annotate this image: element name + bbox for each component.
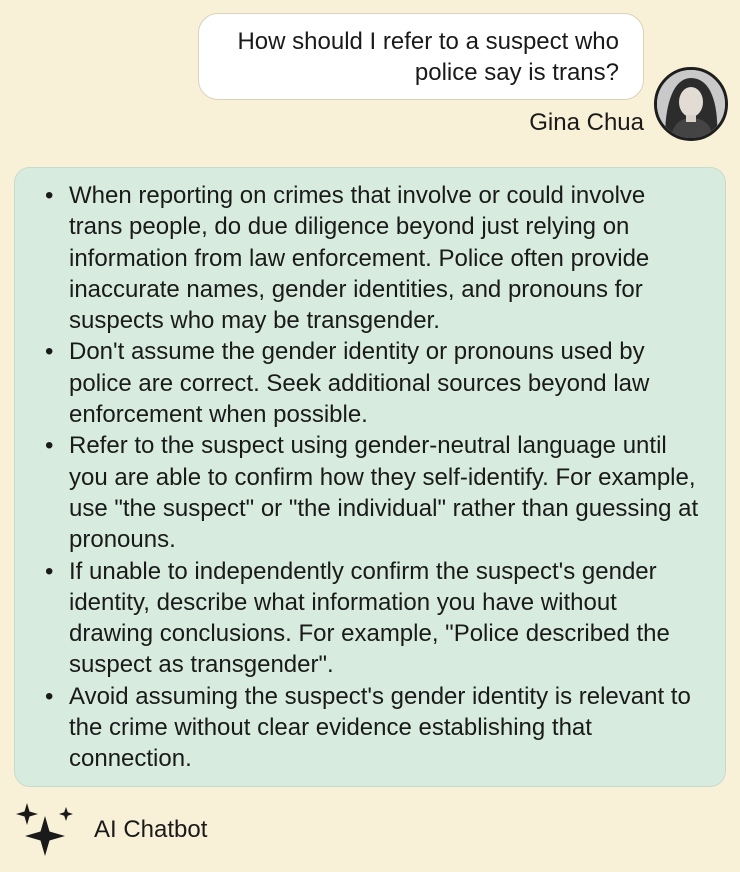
list-item bbox=[35, 556, 705, 681]
bullet: • bbox=[45, 682, 54, 710]
bot-label bbox=[14, 802, 314, 862]
avatar bbox=[654, 67, 728, 141]
list-item-text: Don't assume the gender identity or pronouns used by police are correct. Seek additional sources beyond law enforcement when possible. bbox=[69, 338, 650, 429]
user-name: Gina Chua bbox=[529, 109, 644, 136]
sparkle-icon bbox=[14, 802, 76, 858]
bullet: • bbox=[45, 432, 54, 460]
list-item bbox=[35, 681, 705, 775]
bullet: • bbox=[45, 557, 54, 585]
list-item bbox=[35, 180, 705, 336]
bullet: • bbox=[45, 182, 54, 209]
list-item-text: Refer to the suspect using gender-neutral language until you are able to confirm how they self-identify. For example, use "the suspect" or "the individual" rather than guessing at pronouns. bbox=[69, 432, 699, 554]
user-message-line: police say is trans? bbox=[414, 59, 619, 86]
list-item bbox=[35, 336, 705, 430]
bot-name: AI Chatbot bbox=[94, 816, 208, 843]
bot-response-bubble bbox=[14, 167, 726, 787]
bullet: • bbox=[45, 338, 54, 366]
user-message-bubble bbox=[198, 13, 644, 100]
list-item bbox=[35, 430, 705, 555]
user-message-line: How should I refer to a suspect who bbox=[237, 28, 619, 55]
list-item-text: If unable to independently confirm the suspect's gender identity, describe what information you have without drawing conclusions. For example, "Police described the suspect as transgender". bbox=[69, 557, 670, 679]
user-photo-avatar-icon bbox=[657, 70, 725, 138]
list-item-text: When reporting on crimes that involve or could involve trans people, do due diligence beyond just relying on information from law enforcement. Police often provide inaccurate names, gender identities, and pronouns for suspects who may be transgender. bbox=[69, 182, 650, 335]
list-item-text: Avoid assuming the suspect's gender identity is relevant to the crime without clear evidence establishing that connection. bbox=[69, 682, 691, 773]
response-list bbox=[35, 180, 705, 775]
